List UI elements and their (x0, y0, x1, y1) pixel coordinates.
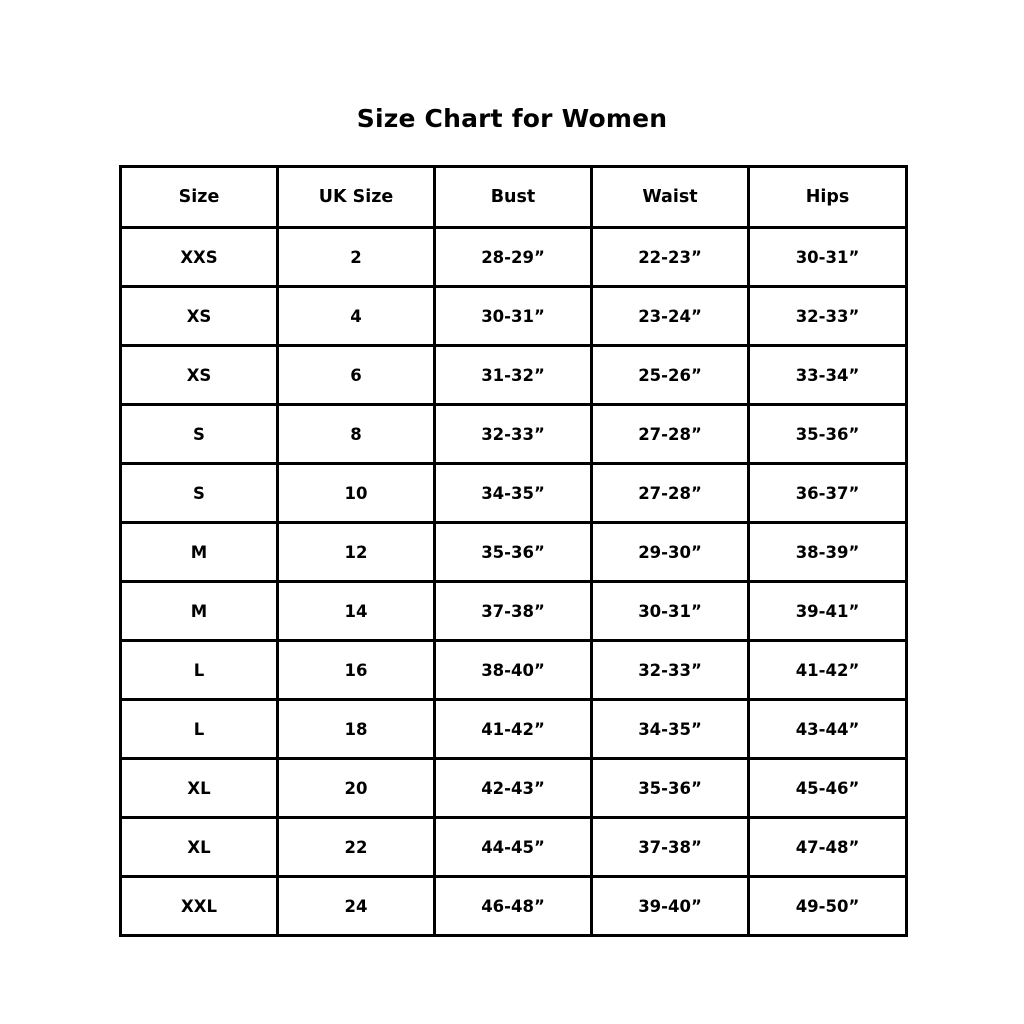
cell-waist: 27-28” (592, 464, 749, 523)
cell-size: M (121, 523, 278, 582)
cell-size: XL (121, 818, 278, 877)
cell-hips: 30-31” (749, 228, 907, 287)
column-header-bust: Bust (435, 167, 592, 228)
cell-size: XL (121, 759, 278, 818)
cell-bust: 31-32” (435, 346, 592, 405)
cell-size: XS (121, 346, 278, 405)
table-row (121, 287, 907, 346)
table-row (121, 641, 907, 700)
cell-uk-size: 2 (278, 228, 435, 287)
cell-hips: 43-44” (749, 700, 907, 759)
cell-size: S (121, 464, 278, 523)
size-table (119, 165, 908, 937)
cell-waist: 29-30” (592, 523, 749, 582)
cell-hips: 41-42” (749, 641, 907, 700)
cell-bust: 41-42” (435, 700, 592, 759)
cell-uk-size: 18 (278, 700, 435, 759)
cell-hips: 47-48” (749, 818, 907, 877)
cell-uk-size: 4 (278, 287, 435, 346)
cell-bust: 44-45” (435, 818, 592, 877)
cell-bust: 42-43” (435, 759, 592, 818)
column-header-uk-size: UK Size (278, 167, 435, 228)
table-row (121, 877, 907, 936)
cell-hips: 33-34” (749, 346, 907, 405)
table-row (121, 346, 907, 405)
cell-size: XXL (121, 877, 278, 936)
size-table-container (119, 165, 905, 937)
cell-bust: 37-38” (435, 582, 592, 641)
column-header-size: Size (121, 167, 278, 228)
cell-bust: 32-33” (435, 405, 592, 464)
cell-bust: 46-48” (435, 877, 592, 936)
cell-waist: 25-26” (592, 346, 749, 405)
cell-size: L (121, 641, 278, 700)
cell-waist: 34-35” (592, 700, 749, 759)
cell-waist: 23-24” (592, 287, 749, 346)
cell-waist: 32-33” (592, 641, 749, 700)
cell-waist: 37-38” (592, 818, 749, 877)
cell-hips: 32-33” (749, 287, 907, 346)
cell-hips: 38-39” (749, 523, 907, 582)
cell-hips: 49-50” (749, 877, 907, 936)
cell-size: XXS (121, 228, 278, 287)
cell-bust: 38-40” (435, 641, 592, 700)
table-header-row (121, 167, 907, 228)
table-row (121, 582, 907, 641)
cell-waist: 30-31” (592, 582, 749, 641)
table-row (121, 464, 907, 523)
table-body (121, 228, 907, 936)
cell-size: M (121, 582, 278, 641)
cell-waist: 27-28” (592, 405, 749, 464)
cell-uk-size: 6 (278, 346, 435, 405)
table-row (121, 759, 907, 818)
cell-hips: 35-36” (749, 405, 907, 464)
cell-uk-size: 8 (278, 405, 435, 464)
cell-uk-size: 22 (278, 818, 435, 877)
cell-size: S (121, 405, 278, 464)
cell-bust: 34-35” (435, 464, 592, 523)
column-header-hips: Hips (749, 167, 907, 228)
cell-waist: 22-23” (592, 228, 749, 287)
table-row (121, 523, 907, 582)
cell-bust: 35-36” (435, 523, 592, 582)
cell-uk-size: 16 (278, 641, 435, 700)
cell-uk-size: 12 (278, 523, 435, 582)
cell-uk-size: 24 (278, 877, 435, 936)
table-header (121, 167, 907, 228)
cell-uk-size: 10 (278, 464, 435, 523)
cell-hips: 39-41” (749, 582, 907, 641)
cell-size: XS (121, 287, 278, 346)
page-title: Size Chart for Women (356, 104, 668, 133)
cell-uk-size: 20 (278, 759, 435, 818)
cell-uk-size: 14 (278, 582, 435, 641)
cell-bust: 30-31” (435, 287, 592, 346)
column-header-waist: Waist (592, 167, 749, 228)
table-row (121, 700, 907, 759)
cell-waist: 39-40” (592, 877, 749, 936)
table-row (121, 405, 907, 464)
cell-hips: 36-37” (749, 464, 907, 523)
table-row (121, 818, 907, 877)
table-row (121, 228, 907, 287)
cell-size: L (121, 700, 278, 759)
cell-bust: 28-29” (435, 228, 592, 287)
cell-waist: 35-36” (592, 759, 749, 818)
cell-hips: 45-46” (749, 759, 907, 818)
